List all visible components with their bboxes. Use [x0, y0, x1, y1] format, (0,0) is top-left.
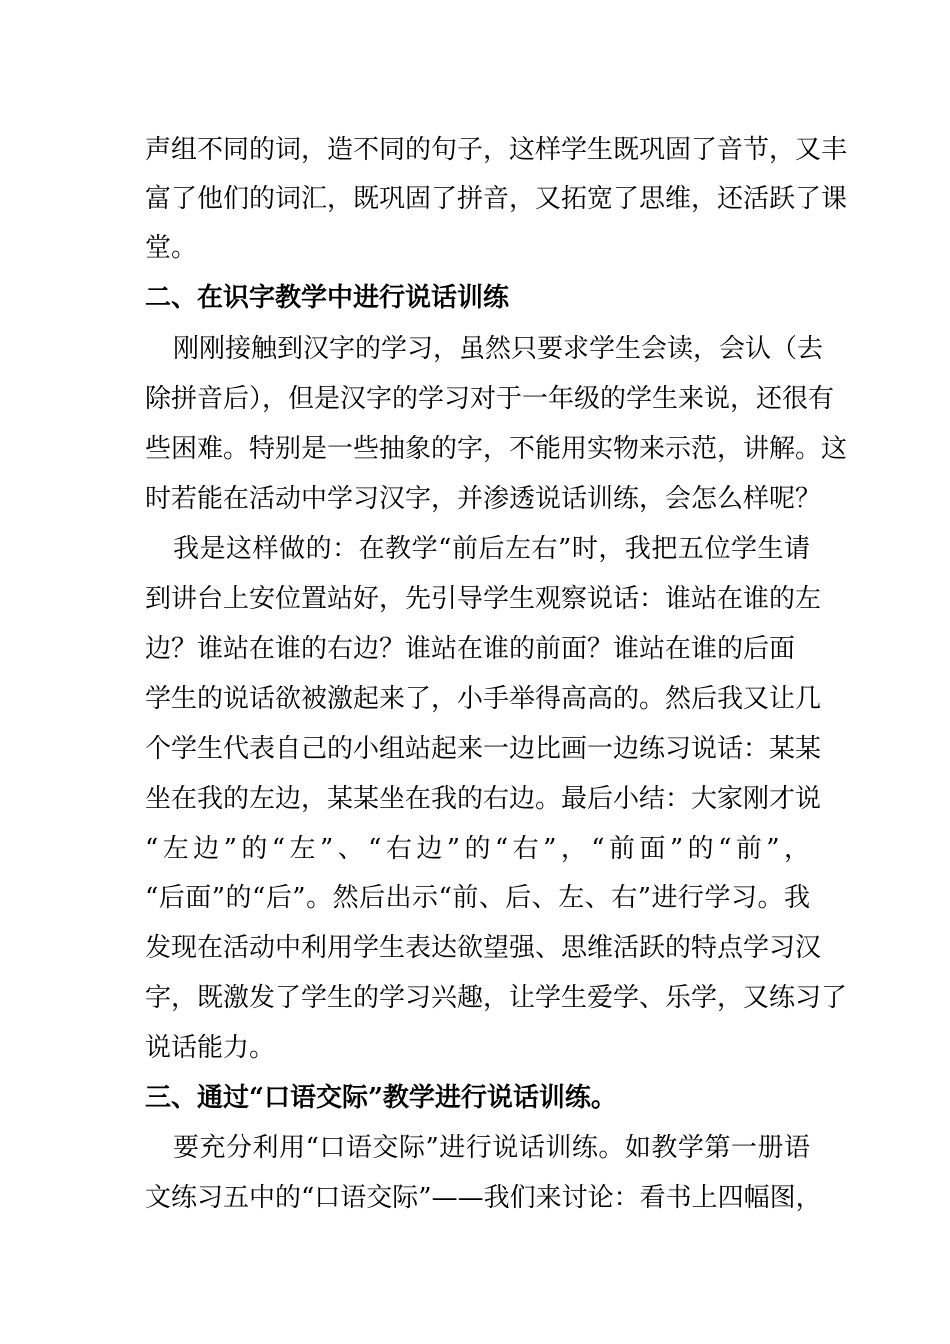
- body-text-line: 我是这样做的：在教学“前后左右”时，我把五位学生请: [173, 534, 810, 564]
- body-text-line: 坐在我的左边，某某坐在我的右边。最后小结：大家刚才说: [145, 784, 822, 814]
- body-text-line: 学生的说话欲被激起来了，小手举得高高的。然后我又让几: [145, 684, 822, 714]
- body-text-line: 富了他们的词汇，既巩固了拼音，又拓宽了思维，还活跃了课: [145, 184, 848, 214]
- body-text-line: 边？谁站在谁的右边？谁站在谁的前面？谁站在谁的后面: [145, 634, 796, 664]
- body-text-line: 堂。: [145, 233, 198, 263]
- body-text-line: 说话能力。: [145, 1033, 276, 1063]
- section-heading-2: 二、在识字教学中进行说话训练: [145, 283, 510, 313]
- body-text-line: 要充分利用“口语交际”进行说话训练。如教学第一册语: [173, 1133, 810, 1163]
- section-heading-3: 三、通过“口语交际”教学进行说话训练。: [145, 1083, 617, 1113]
- body-text-line: 字，既激发了学生的学习兴趣，让学生爱学、乐学，又练习了: [145, 983, 848, 1013]
- body-text-line: “后面”的“后”。然后出示“前、后、左、右”进行学习。我: [145, 883, 810, 913]
- body-text-line: 到讲台上安位置站好，先引导学生观察说话：谁站在谁的左: [145, 584, 822, 614]
- body-text-line: “左边”的“左”、“右边”的“右”，“前面”的“前”，: [145, 834, 810, 864]
- body-text-line: 些困难。特别是一些抽象的字，不能用实物来示范，讲解。这: [145, 434, 848, 464]
- body-text-line: 刚刚接触到汉字的学习，虽然只要求学生会读，会认（去: [173, 334, 824, 364]
- body-text-line: 个学生代表自己的小组站起来一边比画一边练习说话：某某: [145, 734, 822, 764]
- body-text-line: 发现在活动中利用学生表达欲望强、思维活跃的特点学习汉: [145, 933, 822, 963]
- body-text-line: 除拼音后），但是汉字的学习对于一年级的学生来说，还很有: [145, 384, 835, 414]
- body-text-line: 声组不同的词，造不同的句子，这样学生既巩固了音节，又丰: [145, 135, 848, 165]
- body-text-line: 文练习五中的“口语交际”——我们来讨论：看书上四幅图，: [145, 1183, 822, 1213]
- body-text-line: 时若能在活动中学习汉字，并渗透说话训练，会怎么样呢？: [145, 484, 822, 514]
